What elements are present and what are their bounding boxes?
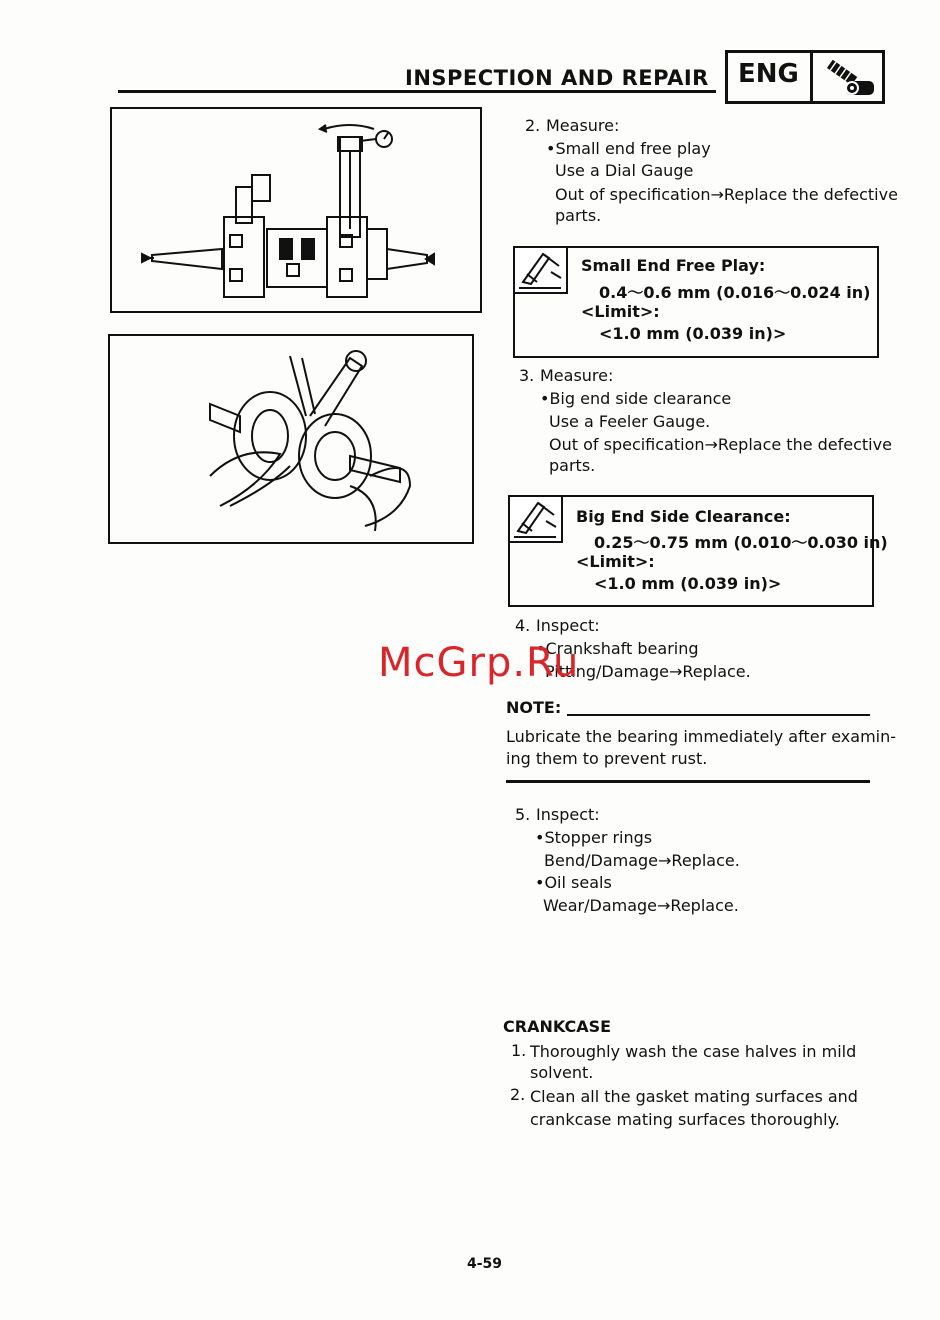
crankcase-step-1-line2: solvent. — [530, 1063, 594, 1082]
crankcase-heading: CRANKCASE — [503, 1017, 612, 1036]
step-3-action-line2: parts. — [549, 456, 596, 475]
spec2-title: Big End Side Clearance: — [576, 507, 791, 526]
note-bottom-rule — [506, 780, 870, 783]
page-number: 4-59 — [467, 1256, 503, 1272]
crankcase-step-2-line1: Clean all the gasket mating surfaces and — [530, 1087, 858, 1106]
step-2-action-line2: parts. — [555, 206, 602, 225]
step-4-action: Pitting/Damage→Replace. — [545, 662, 751, 681]
spec2-limit-label: <Limit>: — [576, 552, 655, 571]
spec2-limit-value: <1.0 mm (0.039 in)> — [594, 574, 782, 593]
step-5-item2: •Oil seals — [535, 873, 612, 892]
step-3-number: 3. — [519, 366, 535, 385]
step-5-item1: •Stopper rings — [535, 828, 653, 847]
section-badge — [725, 50, 885, 104]
step-4-title: Inspect: — [536, 616, 600, 635]
step-5-title: Inspect: — [536, 805, 600, 824]
spec1-value: 0.4～0.6 mm (0.016～0.024 in) — [599, 283, 871, 302]
badge-divider — [810, 53, 813, 101]
crankshaft-illustration — [112, 109, 480, 311]
wrench-bolt-icon — [816, 57, 880, 99]
note-line1: Lubricate the bearing immediately after examin- — [506, 727, 897, 746]
spec1-limit-label: <Limit>: — [581, 302, 660, 321]
feeler-gauge-illustration — [110, 336, 472, 542]
spec-box-small-end-free-play — [513, 246, 879, 358]
page-header-title: INSPECTION AND REPAIR — [405, 66, 709, 90]
step-5-action2: Wear/Damage→Replace. — [543, 896, 739, 915]
header-rule — [118, 90, 716, 93]
note-top-rule — [567, 714, 870, 716]
note-label: NOTE: — [506, 698, 562, 717]
caliper-icon — [508, 495, 563, 543]
spec2-value: 0.25～0.75 mm (0.010～0.030 in) — [594, 533, 888, 552]
step-2-tool: Use a Dial Gauge — [555, 161, 694, 180]
spec1-title: Small End Free Play: — [581, 256, 766, 275]
note-line2: ing them to prevent rust. — [506, 749, 708, 768]
step-2-title: Measure: — [546, 116, 620, 135]
step-2-action-line1: Out of specification→Replace the defective — [555, 185, 898, 204]
crankcase-step-2-line2: crankcase mating surfaces thoroughly. — [530, 1110, 840, 1129]
crankcase-step-1-number: 1. — [511, 1041, 527, 1060]
crankcase-step-1-line1: Thoroughly wash the case halves in mild — [530, 1042, 857, 1061]
section-badge-label: ENG — [738, 59, 799, 89]
step-2-item: •Small end free play — [546, 139, 711, 158]
step-3-title: Measure: — [540, 366, 614, 385]
step-5-number: 5. — [515, 805, 531, 824]
step-3-action-line1: Out of specification→Replace the defective — [549, 435, 892, 454]
crankshaft-dial-gauge-figure — [110, 107, 482, 313]
step-4-number: 4. — [515, 616, 531, 635]
step-2-number: 2. — [525, 116, 541, 135]
spec1-limit-value: <1.0 mm (0.039 in)> — [599, 324, 787, 343]
spec-box-big-end-side-clearance — [508, 495, 888, 607]
step-4-item: •Crankshaft bearing — [536, 639, 699, 658]
watermark: McGrp.Ru — [378, 640, 580, 686]
crankshaft-feeler-gauge-figure — [108, 334, 474, 544]
caliper-icon — [513, 246, 568, 294]
crankcase-step-2-number: 2. — [510, 1085, 526, 1104]
step-5-action1: Bend/Damage→Replace. — [544, 851, 740, 870]
step-3-tool: Use a Feeler Gauge. — [549, 412, 711, 431]
step-3-item: •Big end side clearance — [540, 389, 732, 408]
